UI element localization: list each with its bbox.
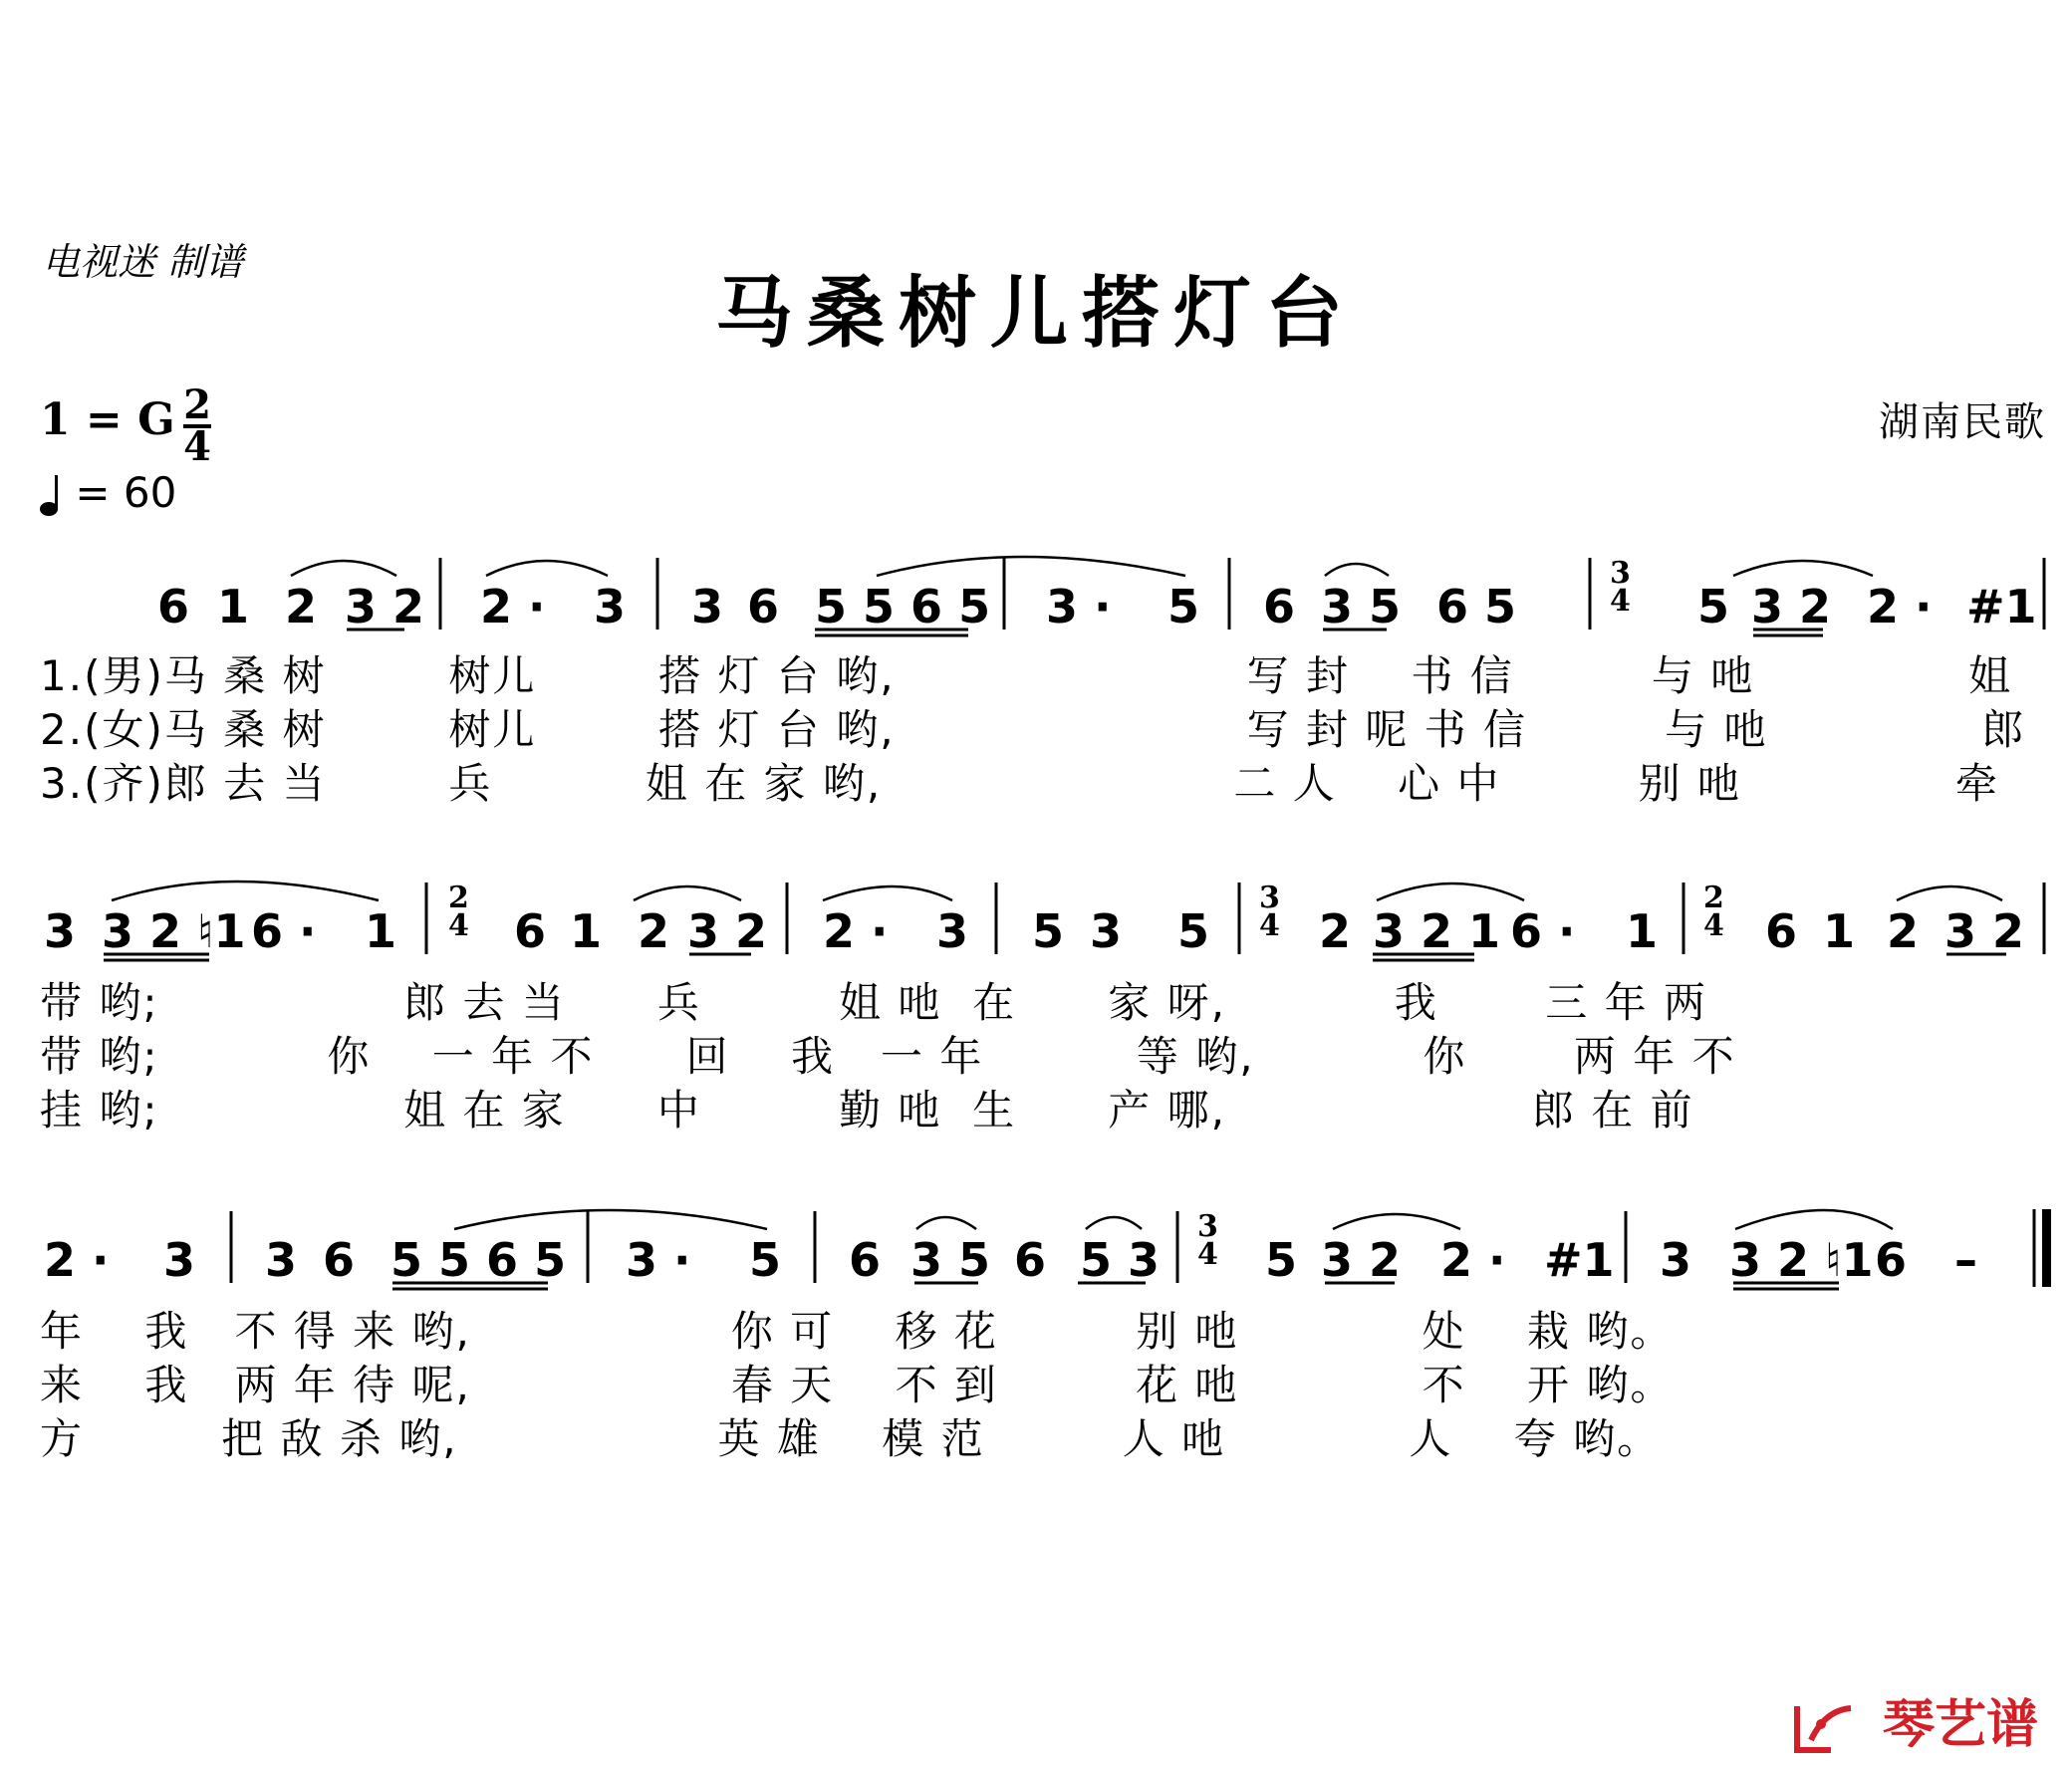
time-change-2-4-b: 2 4 (1703, 881, 1724, 943)
time-change-3-4-c: 3 4 (1197, 1209, 1218, 1272)
site-logo (1791, 1682, 2038, 1757)
lyrics-row-3-verse-3: 方 把 敌 杀 哟, 英 雄 模 范 人 吔 人 夸 哟。 (40, 1414, 1662, 1463)
lyrics-row-1-verse-2: 2.(女)马 桑 树 树儿 搭 灯 台 哟, 写 封 呢 书 信 与 吔 郎 (40, 705, 2026, 754)
song-title: 马桑树儿搭灯台 (714, 268, 1357, 359)
logo-text: 琴艺谱 (1882, 1695, 2038, 1755)
lyrics-row-1-verse-1: 1.(男)马 桑 树 树儿 搭 灯 台 哟, 写 封 书 信 与 吔 姐 (40, 651, 2013, 700)
time-change-2-4: 2 4 (448, 881, 469, 943)
lyrics-row-2-verse-3: 挂 哟; 姐 在 家 中 勤 吔 生 产 哪, 郎 在 前 (40, 1086, 1694, 1135)
tempo-marking (40, 468, 176, 517)
lyrics-row-3-verse-1: 年 我 不 得 来 哟, 你 可 移 花 别 吔 处 栽 哟。 (40, 1307, 1675, 1356)
key-signature: 1 = G (40, 394, 175, 445)
time-change-3-4: 3 4 (1610, 556, 1631, 619)
notes-row-3: 2 · 3 3 6 5 5 6 5 3 · 5 6 3 5 6 5 3 5 3 2 2 · #1 3 3 2 ♮1 6 – (44, 1233, 1977, 1287)
time-change-3-4-b: 3 4 (1259, 881, 1280, 943)
lyrics-row-2-verse-1: 带 哟; 郎 去 当 兵 姐 吔 在 家 呀, 我 三 年 两 (40, 978, 1707, 1027)
staff-row-3 (0, 1191, 2072, 1291)
time-signature-bottom: 4 (183, 423, 211, 470)
lyrics-row-1-verse-3: 3.(齐)郎 去 当 兵 姐 在 家 哟, 二 人 心 中 别 吔 牵 (40, 759, 1999, 808)
lyrics-row-2-verse-2: 带 哟; 你 一 年 不 回 我 一 年 等 哟, 你 两 年 不 (40, 1032, 1736, 1081)
time-signature-top: 2 (183, 381, 211, 428)
logo-mark-icon (1791, 1700, 1857, 1756)
lyrics-row-3-verse-2: 来 我 两 年 待 呢, 春 天 不 到 花 吔 不 开 哟。 (40, 1361, 1675, 1409)
staff-row-1 (0, 538, 2072, 637)
staff-row-2 (0, 863, 2072, 962)
quarter-note-icon (40, 473, 62, 517)
notes-row-1: 6 1 2 3 2 2 · 3 3 6 5 5 6 5 3 · 5 6 3 5 6 5 5 3 2 2 · #1 (157, 580, 2037, 633)
notes-row-2: 3 3 2 ♮1 6 · 1 6 1 2 3 2 2 · 3 5 3 5 2 3 2 1 6 · 1 6 1 2 3 2 (44, 904, 2025, 958)
time-signature (183, 381, 211, 470)
song-origin: 湖南民歌 (1879, 399, 2046, 445)
transcriber-credit: 电视迷 制谱 (42, 240, 244, 284)
tempo-value: = 60 (75, 468, 177, 517)
